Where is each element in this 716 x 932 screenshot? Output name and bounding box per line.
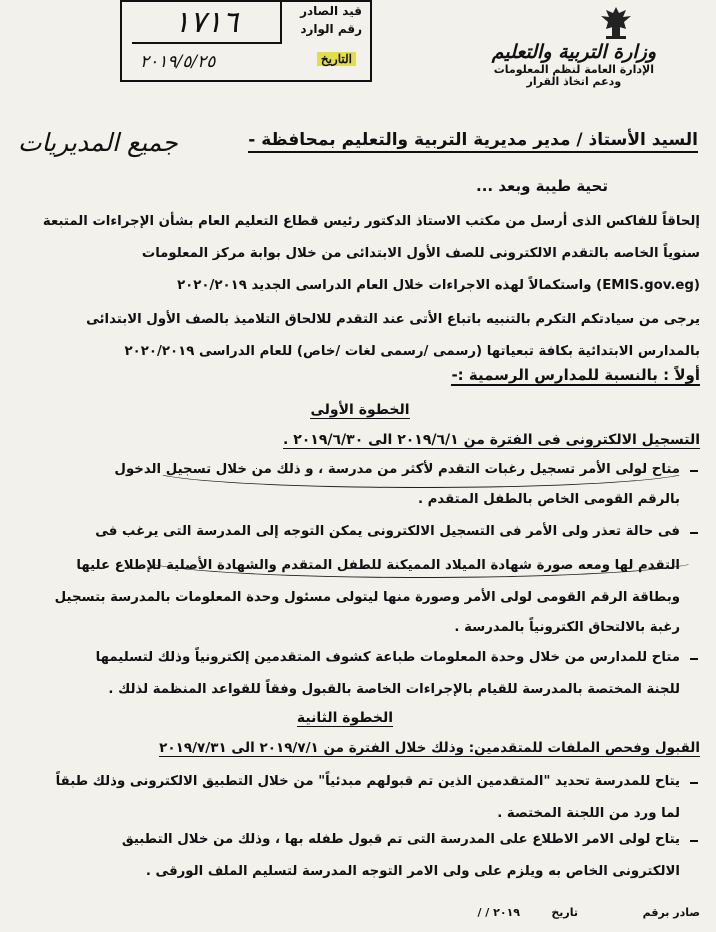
ministry-name: وزارة التربية والتعليم [491, 41, 656, 63]
step-one-bullet-line: وبطاقة الرقم القومى لولى الأمر وصورة منها ليتولى مسئول وحدة المعلومات بالمدرسة بتسجيل [54, 590, 680, 605]
step-two-bullet-line: يتاح لولى الامر الاطلاع على المدرسة التى تم قبول طفله بها ، وذلك من خلال التطبيق [121, 832, 680, 847]
step-one-bullet-line: التقدم لها ومعه صورة شهادة الميلاد المميكنة للطفل المتقدم والشهادة الأصلية للإطلاع عليها [76, 558, 680, 573]
intro-line: إلحاقاً للفاكس الذى أرسل من مكتب الاستاذ الدكتور رئيس قطاع التعليم العام بشأن الإجراءات المتبعة [42, 214, 700, 229]
footer-issued-label: صادر برقم [642, 906, 700, 919]
step-one-bullet-line: متاح لولى الأمر تسجيل رغبات التقدم لأكثر من مدرسة ، و ذلك من خلال تسجيل الدخول [114, 462, 680, 477]
step-one-period [283, 430, 700, 450]
greeting: تحية طيبة وبعد ... [476, 177, 608, 195]
bullet-dash [690, 782, 698, 784]
step-one-title-text: الخطوة الأولى [310, 402, 410, 418]
footer-date-label: تاريخ [551, 906, 578, 919]
ministry-department: الإدارة العامة لنظم المعلومات [493, 62, 654, 76]
stamp-date-row [140, 52, 360, 78]
registry-stamp [120, 0, 372, 82]
intro-line: بالمدارس الابتدائية بكافة تبعياتها (رسمى /رسمى لغات /خاص) للعام الدراسى ٢٠٢٠/٢٠١٩ [124, 344, 700, 359]
handwritten-addressee: جميع المديريات [18, 128, 178, 157]
ministry-unit: ودعم اتخاذ القرار [526, 75, 622, 89]
registry-number: ١٧١٦ [132, 2, 282, 44]
step-two-bullet-line: لما ورد من اللجنة المختصة . [497, 806, 680, 821]
intro-line: (EMIS.gov.eg) واستكمالاً لهذه الاجراءات خلال العام الدراسى الجديد ٢٠٢٠/٢٠١٩ [177, 278, 700, 293]
step-one-bullet-line: متاح للمدارس من خلال وحدة المعلومات طباعة كشوف المتقدمين إلكترونياً وذلك لتسليمها [95, 650, 680, 665]
handwritten-underline [140, 540, 702, 578]
addressee-text: السيد الأستاذ / مدير مديرية التربية والتعليم بمحافظة - [248, 130, 698, 153]
step-two-title-text: الخطوة الثانية [296, 710, 394, 726]
section-one-title [451, 366, 700, 384]
step-two-bullet-line: الالكترونى الخاص به ويلزم على ولى الامر التوجه المدرسة لتسليم الملف الورقى . [145, 864, 680, 879]
step-two-period-text: القبول وفحص الملفات للمتقدمين: وذلك خلال الفترة من ٢٠١٩/٧/١ الى ٢٠١٩/٧/٣١ [159, 740, 700, 756]
intro-line: سنوياً الخاصه بالتقدم الالكترونى للصف الأول الابتدائى من خلال بوابة مركز المعلومات [141, 246, 700, 261]
handwritten-underline [150, 452, 692, 488]
step-one-title [290, 402, 430, 418]
section-one-text: أولاً : بالنسبة للمدارس الرسمية :- [451, 366, 700, 384]
ministry-header [492, 42, 656, 89]
step-one-bullet-line: فى حالة تعذر ولى الأمر فى التسجيل الالكترونى يمكن التوجه إلى المدرسة التى يرغب فى [95, 524, 680, 539]
step-one-period-text: التسجيل الالكترونى فى الفترة من ٢٠١٩/٦/١ الى ٢٠١٩/٦/٣٠ . [283, 432, 700, 448]
intro-line: يرجى من سيادتكم التكرم بالتنبيه باتباع الأتى عند التقدم للالحاق التلاميذ بالصف الأول الابتدائى [86, 312, 700, 327]
step-two-bullet-line: يتاح للمدرسة تحديد "المتقدمين الذين تم قبولهم مبدئياً" من خلال التطبيق الالكترونى وذلك طبقاً [55, 774, 680, 789]
stamp-date: ٢٠١٩/٥/٢٥ [140, 52, 216, 72]
step-one-bullet-line: للجنة المختصة بالمدرسة للقيام بالإجراءات الخاصة بالقبول وفقاً للقواعد المنظمة لذلك . [108, 682, 680, 697]
footer-date-value: / / ٢٠١٩ [477, 906, 520, 919]
step-one-bullet-line: بالرقم القومى الخاص بالطفل المتقدم . [418, 492, 680, 507]
step-one-bullet-line: رغبة بالالتحاق الكترونياً بالمدرسة . [454, 620, 680, 635]
step-two-title [270, 710, 420, 726]
issued-label: قيد الصادر [300, 4, 362, 18]
addressee-line [248, 130, 698, 150]
eagle-emblem-icon [596, 4, 636, 42]
step-two-period [159, 738, 700, 758]
bullet-dash [690, 840, 698, 842]
bullet-dash [690, 658, 698, 660]
stamp-date-label: التاريخ [317, 52, 356, 66]
incoming-label: رقم الوارد [300, 22, 362, 36]
bullet-dash [690, 532, 698, 534]
